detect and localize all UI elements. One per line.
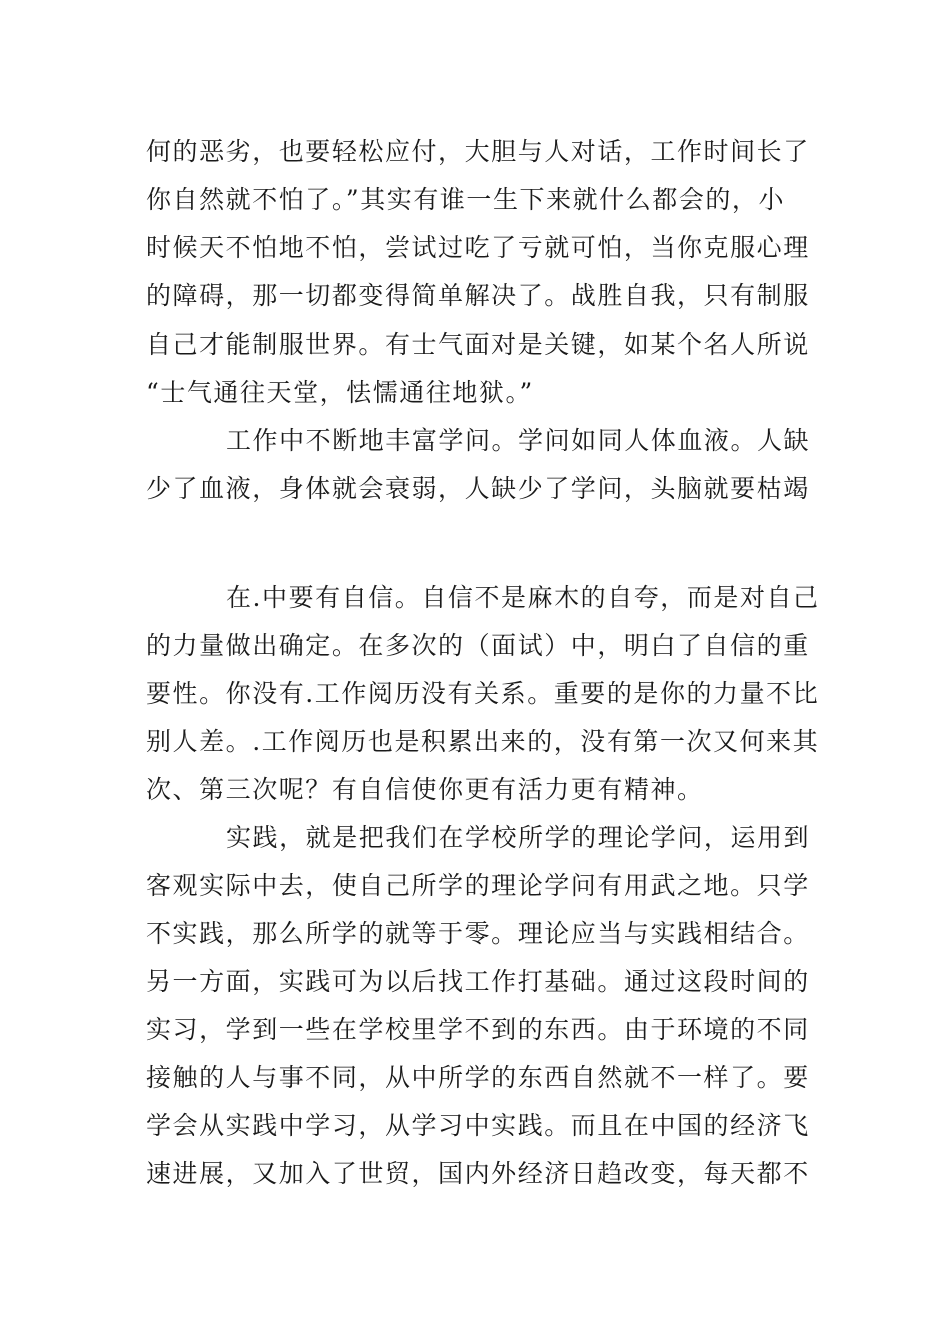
text-line: 要性。你没有.工作阅历没有关系。重要的是你的力量不比	[146, 679, 820, 708]
text-line: 工作中不断地丰富学问。学问如同人体血液。人缺	[226, 426, 811, 455]
text-line: 接触的人与事不同，从中所学的东西自然就不一样了。要	[146, 1063, 810, 1092]
text-line: “士气通往天堂，怯懦通往地狱。”	[146, 378, 534, 407]
text-line: 你自然就不怕了。”其实有谁一生下来就什么都会的，小	[146, 185, 786, 214]
text-line: 少了血液，身体就会衰弱，人缺少了学问，头脑就要枯竭	[146, 474, 810, 503]
text-line: 次、第三次呢？有自信使你更有活力更有精神。	[146, 775, 704, 804]
text-line: 何的恶劣，也要轻松应付，大胆与人对话，工作时间长了	[146, 137, 810, 166]
text-line: 在.中要有自信。自信不是麻木的自夸，而是对自己	[226, 583, 820, 612]
text-line: 实习，学到一些在学校里学不到的东西。由于环境的不同	[146, 1015, 810, 1044]
text-line: 另一方面，实践可为以后找工作打基础。通过这段时间的	[146, 967, 810, 996]
text-line: 自己才能制服世界。有士气面对是关键，如某个名人所说	[146, 330, 810, 359]
text-line: 不实践，那么所学的就等于零。理论应当与实践相结合。	[146, 919, 810, 948]
text-line: 时候天不怕地不怕，尝试过吃了亏就可怕，当你克服心理	[146, 233, 810, 262]
text-line: 客观实际中去，使自己所学的理论学问有用武之地。只学	[146, 871, 810, 900]
text-line: 的力量做出确定。在多次的（面试）中，明白了自信的重	[146, 631, 810, 660]
text-line: 的障碍，那一切都变得简单解决了。战胜自我，只有制服	[146, 281, 810, 310]
text-line: 别人差。.工作阅历也是积累出来的，没有第一次又何来其	[146, 727, 820, 756]
text-line: 学会从实践中学习，从学习中实践。而且在中国的经济飞	[146, 1111, 810, 1140]
text-line: 速进展，又加入了世贸，国内外经济日趋改变，每天都不	[146, 1159, 810, 1188]
text-line: 实践，就是把我们在学校所学的理论学问，运用到	[226, 823, 811, 852]
